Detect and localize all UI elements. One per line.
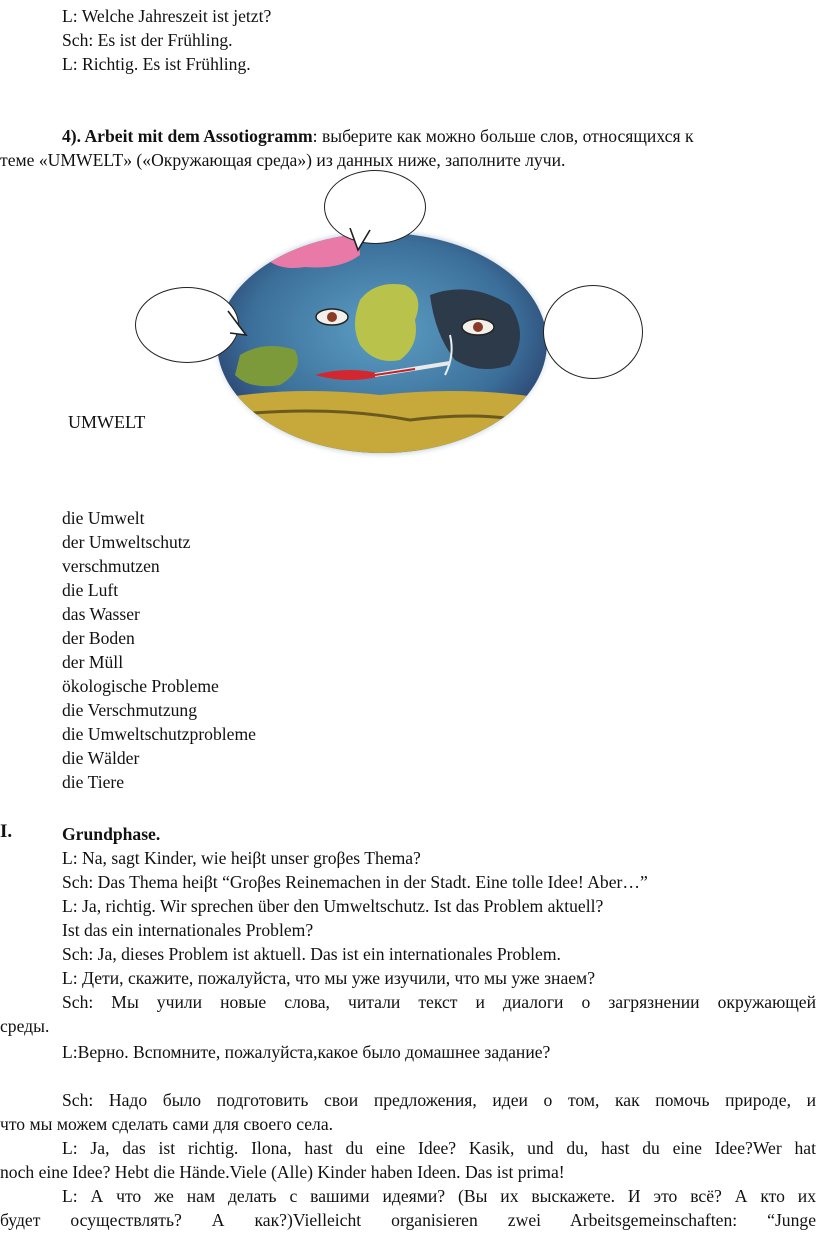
word-item: die Verschmutzung <box>62 700 198 720</box>
dialogue-line: L: А что же нам делать с вашими идеями? (Вы их выскажете. И это всё? А кто их <box>62 1186 816 1206</box>
dialogue-line: L: Ja, richtig. Wir sprechen über den Umweltschutz. Ist das Problem aktuell? <box>62 896 604 916</box>
dialogue-line: L: Welche Jahreszeit ist jetzt? <box>62 6 272 26</box>
word-item: ökologische Probleme <box>62 676 219 696</box>
dialogue-line: будет осуществлять? А как?)Vielleicht organisieren zwei Arbeitsgemeinschaften: “Junge <box>0 1210 816 1230</box>
dialogue-line: L: Ja, das ist richtig. Ilona, hast du eine Idee? Kasik, und du, hast du eine Idee?Wer hat <box>62 1138 816 1158</box>
word-item: die Wälder <box>62 748 140 768</box>
word-item: die Tiere <box>62 772 125 792</box>
earth-face-picture <box>210 225 555 460</box>
dialogue-line: что мы можем сделать сами для своего села. <box>0 1114 334 1134</box>
dialogue-line: Sch: Das Thema heiβt “Groβes Reinemachen in der Stadt. Eine tolle Idee! Aber…” <box>62 872 648 892</box>
dialogue-line: L: Richtig. Es ist Frühling. <box>62 54 251 74</box>
word-item: der Boden <box>62 628 135 648</box>
task-line-1 <box>62 124 694 148</box>
word-item: der Umweltschutz <box>62 532 191 552</box>
association-bubble-right[interactable] <box>543 285 643 379</box>
word-item: die Luft <box>62 580 119 600</box>
dialogue-line: noch eine Idee? Hebt die Hände.Viele (Alle) Kinder haben Ideen. Das ist prima! <box>0 1162 565 1182</box>
section-numeral: I. <box>0 821 13 842</box>
dialogue-line: Sch: Надо было подготовить свои предложения, идеи о том, как помочь природе, и <box>62 1090 816 1110</box>
dialogue-line: L: Дети, скажите, пожалуйста, что мы уже изучили, что мы уже знаем? <box>62 968 596 988</box>
task-line-2: теме «UMWELT» («Окружающая среда») из данных ниже, заполните лучи. <box>0 150 566 170</box>
dialogue-line: L: Na, sagt Kinder, wie heiβt unser groβes Thema? <box>62 848 421 868</box>
dialogue-line: Sch: Ja, dieses Problem ist aktuell. Das ist ein internationales Problem. <box>62 944 561 964</box>
dialogue-line: Sch: Мы учили новые слова, читали текст и диалоги о загрязнении окружающей <box>62 992 816 1012</box>
task-title: 4). Arbeit mit dem Assotiogramm <box>62 126 313 146</box>
word-item: die Umweltschutzprobleme <box>62 724 256 744</box>
word-item: der Müll <box>62 652 124 672</box>
section-title: Grundphase. <box>62 824 161 844</box>
dialogue-line: Ist das ein internationales Problem? <box>62 920 314 940</box>
word-item: verschmutzen <box>62 556 160 576</box>
dialogue-line: Sch: Es ist der Frühling. <box>62 30 233 50</box>
umwelt-label: UMWELT <box>68 412 146 432</box>
word-item: die Umwelt <box>62 508 145 528</box>
dialogue-line: среды. <box>0 1016 50 1036</box>
word-item: das Wasser <box>62 604 140 624</box>
bubble-tail <box>226 305 250 341</box>
dialogue-line: L:Верно. Вспомните, пожалуйста,какое было домашнее задание? <box>62 1042 551 1062</box>
bubble-tail <box>340 228 380 258</box>
task-text: : выберите как можно больше слов, относящихся к <box>312 126 694 146</box>
association-bubble-left[interactable] <box>135 287 239 363</box>
